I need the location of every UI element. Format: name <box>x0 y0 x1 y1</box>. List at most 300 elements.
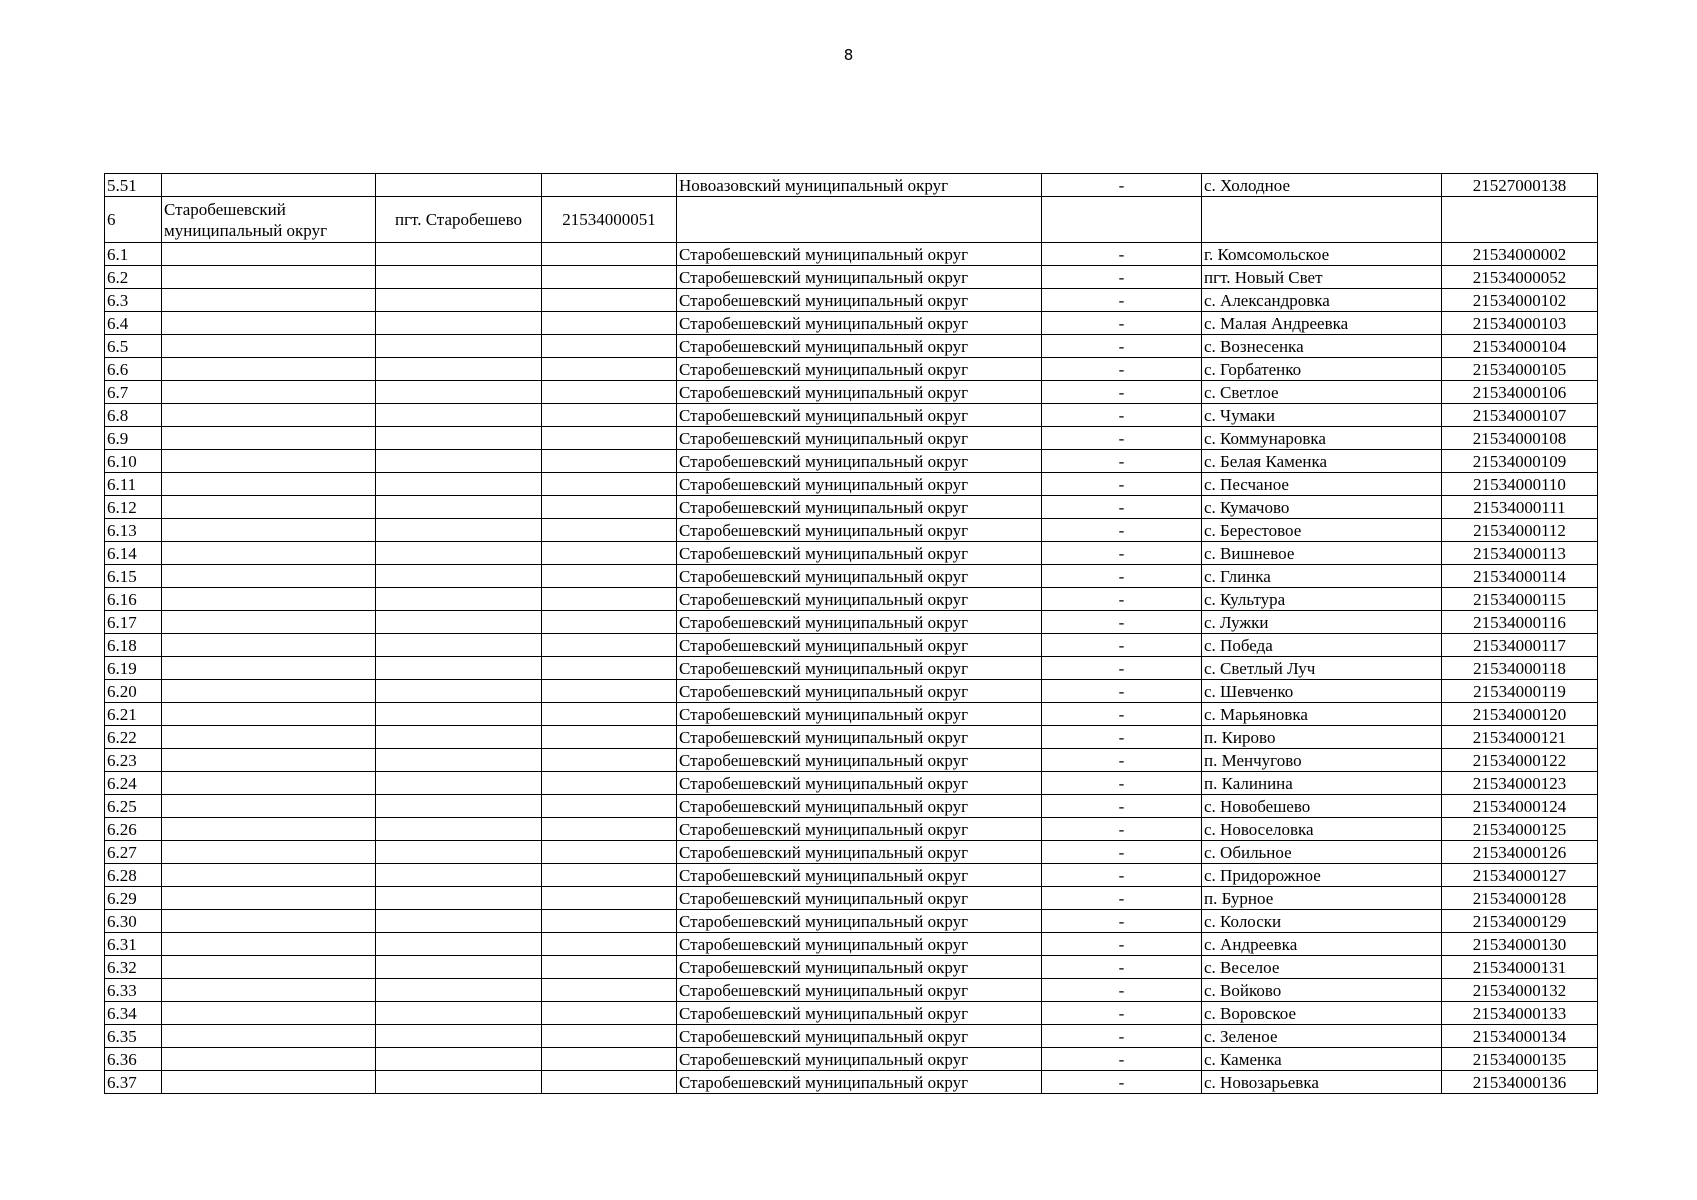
admin-center-cell <box>376 381 542 404</box>
district-name-cell <box>162 243 376 266</box>
municipal-okrug-cell: Старобешевский муниципальный округ <box>677 818 1042 841</box>
settlement-name-cell: с. Марьяновка <box>1202 703 1442 726</box>
settlement-code-cell: 21534000123 <box>1442 772 1598 795</box>
admin-center-cell <box>376 887 542 910</box>
settlement-code-cell: 21534000127 <box>1442 864 1598 887</box>
table-row <box>105 565 1598 588</box>
municipal-okrug-cell: Старобешевский муниципальный округ <box>677 404 1042 427</box>
admin-center-cell <box>376 427 542 450</box>
table-row <box>105 933 1598 956</box>
admin-center-cell <box>376 588 542 611</box>
admin-center-cell <box>376 496 542 519</box>
row-number-cell: 6.5 <box>105 335 162 358</box>
settlement-code-cell: 21534000131 <box>1442 956 1598 979</box>
settlement-name-cell: с. Песчаное <box>1202 473 1442 496</box>
municipal-okrug-cell: Старобешевский муниципальный округ <box>677 1025 1042 1048</box>
row-number-cell: 6.20 <box>105 680 162 703</box>
dash-cell: - <box>1042 956 1202 979</box>
dash-cell: - <box>1042 795 1202 818</box>
admin-center-cell <box>376 1002 542 1025</box>
admin-center-cell <box>376 312 542 335</box>
dash-cell: - <box>1042 1025 1202 1048</box>
table-row <box>105 1025 1598 1048</box>
table-row <box>105 887 1598 910</box>
admin-center-code-cell <box>542 680 677 703</box>
admin-center-code-cell <box>542 542 677 565</box>
admin-center-cell <box>376 611 542 634</box>
district-name-cell <box>162 772 376 795</box>
municipal-okrug-cell: Старобешевский муниципальный округ <box>677 266 1042 289</box>
admin-center-code-cell <box>542 404 677 427</box>
row-number-cell: 6.32 <box>105 956 162 979</box>
district-name-cell <box>162 1048 376 1071</box>
dash-cell: - <box>1042 772 1202 795</box>
settlement-code-cell: 21534000116 <box>1442 611 1598 634</box>
dash-cell: - <box>1042 450 1202 473</box>
row-number-cell: 6.17 <box>105 611 162 634</box>
settlement-name-cell: с. Зеленое <box>1202 1025 1442 1048</box>
row-number-cell: 6.12 <box>105 496 162 519</box>
dash-cell: - <box>1042 174 1202 197</box>
municipal-okrug-cell: Старобешевский муниципальный округ <box>677 795 1042 818</box>
municipal-okrug-cell: Старобешевский муниципальный округ <box>677 933 1042 956</box>
municipal-okrug-cell: Старобешевский муниципальный округ <box>677 841 1042 864</box>
row-number-cell: 6.26 <box>105 818 162 841</box>
admin-center-code-cell <box>542 358 677 381</box>
settlement-code-cell: 21534000115 <box>1442 588 1598 611</box>
dash-cell: - <box>1042 243 1202 266</box>
admin-center-code-cell <box>542 1071 677 1094</box>
table-row <box>105 450 1598 473</box>
admin-center-cell <box>376 933 542 956</box>
district-name-cell <box>162 1025 376 1048</box>
dash-cell: - <box>1042 887 1202 910</box>
table-row <box>105 496 1598 519</box>
admin-center-code-cell <box>542 1002 677 1025</box>
dash-cell: - <box>1042 404 1202 427</box>
municipal-okrug-cell: Старобешевский муниципальный округ <box>677 979 1042 1002</box>
admin-center-cell <box>376 979 542 1002</box>
district-name-cell <box>162 381 376 404</box>
admin-center-cell <box>376 335 542 358</box>
settlement-name-cell: с. Кумачово <box>1202 496 1442 519</box>
municipal-okrug-cell: Старобешевский муниципальный округ <box>677 657 1042 680</box>
row-number-cell: 6.1 <box>105 243 162 266</box>
dash-cell: - <box>1042 864 1202 887</box>
settlement-code-cell: 21534000114 <box>1442 565 1598 588</box>
district-name-cell <box>162 289 376 312</box>
admin-center-code-cell: 21534000051 <box>542 197 677 243</box>
district-name-cell <box>162 634 376 657</box>
admin-center-cell <box>376 565 542 588</box>
settlement-name-cell: с. Горбатенко <box>1202 358 1442 381</box>
admin-center-code-cell <box>542 243 677 266</box>
settlement-name-cell: с. Вознесенка <box>1202 335 1442 358</box>
municipal-okrug-cell: Старобешевский муниципальный округ <box>677 450 1042 473</box>
settlement-name-cell: с. Новобешево <box>1202 795 1442 818</box>
settlement-name-cell: п. Калинина <box>1202 772 1442 795</box>
municipal-okrug-cell: Старобешевский муниципальный округ <box>677 1002 1042 1025</box>
dash-cell: - <box>1042 335 1202 358</box>
municipal-okrug-cell: Старобешевский муниципальный округ <box>677 542 1042 565</box>
admin-center-code-cell <box>542 565 677 588</box>
admin-center-cell <box>376 358 542 381</box>
municipal-okrug-cell: Старобешевский муниципальный округ <box>677 496 1042 519</box>
municipal-okrug-cell: Старобешевский муниципальный округ <box>677 634 1042 657</box>
admin-center-cell <box>376 243 542 266</box>
row-number-cell: 6.7 <box>105 381 162 404</box>
municipal-okrug-cell: Старобешевский муниципальный округ <box>677 726 1042 749</box>
dash-cell: - <box>1042 611 1202 634</box>
settlement-code-cell: 21534000103 <box>1442 312 1598 335</box>
settlement-code-cell: 21534000113 <box>1442 542 1598 565</box>
table-row <box>105 841 1598 864</box>
district-name-cell <box>162 611 376 634</box>
settlement-name-cell: с. Вишневое <box>1202 542 1442 565</box>
settlement-name-cell: с. Новозарьевка <box>1202 1071 1442 1094</box>
settlement-code-cell: 21534000104 <box>1442 335 1598 358</box>
district-name-cell <box>162 588 376 611</box>
admin-center-code-cell <box>542 841 677 864</box>
admin-center-cell <box>376 542 542 565</box>
admin-center-code-cell <box>542 726 677 749</box>
settlement-code-cell: 21534000107 <box>1442 404 1598 427</box>
settlement-name-cell <box>1202 197 1442 243</box>
dash-cell: - <box>1042 933 1202 956</box>
settlement-name-cell: п. Кирово <box>1202 726 1442 749</box>
admin-center-code-cell <box>542 450 677 473</box>
admin-center-cell: пгт. Старобешево <box>376 197 542 243</box>
settlement-code-cell: 21534000133 <box>1442 1002 1598 1025</box>
table-row <box>105 634 1598 657</box>
admin-center-code-cell <box>542 473 677 496</box>
admin-center-code-cell <box>542 496 677 519</box>
settlement-code-cell: 21534000105 <box>1442 358 1598 381</box>
settlements-table <box>104 173 1598 1094</box>
row-number-cell: 6.31 <box>105 933 162 956</box>
settlement-name-cell: с. Колоски <box>1202 910 1442 933</box>
admin-center-code-cell <box>542 381 677 404</box>
admin-center-code-cell <box>542 657 677 680</box>
district-name-cell <box>162 496 376 519</box>
district-name-cell <box>162 266 376 289</box>
table-row <box>105 703 1598 726</box>
admin-center-code-cell <box>542 864 677 887</box>
district-name-cell <box>162 864 376 887</box>
municipal-okrug-cell: Старобешевский муниципальный округ <box>677 427 1042 450</box>
settlement-code-cell: 21534000128 <box>1442 887 1598 910</box>
admin-center-cell <box>376 818 542 841</box>
row-number-cell: 6.29 <box>105 887 162 910</box>
table-row <box>105 519 1598 542</box>
admin-center-code-cell <box>542 611 677 634</box>
table-row <box>105 473 1598 496</box>
dash-cell: - <box>1042 841 1202 864</box>
municipal-okrug-cell: Новоазовский муниципальный округ <box>677 174 1042 197</box>
admin-center-code-cell <box>542 312 677 335</box>
row-number-cell: 6.21 <box>105 703 162 726</box>
table-row <box>105 1002 1598 1025</box>
table-row <box>105 335 1598 358</box>
table-row <box>105 864 1598 887</box>
admin-center-cell <box>376 1048 542 1071</box>
row-number-cell: 6.25 <box>105 795 162 818</box>
dash-cell: - <box>1042 427 1202 450</box>
settlement-code-cell: 21534000132 <box>1442 979 1598 1002</box>
admin-center-code-cell <box>542 1025 677 1048</box>
admin-center-code-cell <box>542 588 677 611</box>
table-row <box>105 427 1598 450</box>
admin-center-cell <box>376 657 542 680</box>
settlement-code-cell: 21534000121 <box>1442 726 1598 749</box>
row-number-cell: 6.18 <box>105 634 162 657</box>
admin-center-code-cell <box>542 266 677 289</box>
settlement-code-cell: 21534000109 <box>1442 450 1598 473</box>
district-name-cell <box>162 910 376 933</box>
dash-cell: - <box>1042 703 1202 726</box>
dash-cell: - <box>1042 473 1202 496</box>
dash-cell: - <box>1042 657 1202 680</box>
settlement-code-cell: 21534000102 <box>1442 289 1598 312</box>
admin-center-code-cell <box>542 772 677 795</box>
settlement-code-cell: 21534000125 <box>1442 818 1598 841</box>
municipal-okrug-cell: Старобешевский муниципальный округ <box>677 864 1042 887</box>
district-name-cell <box>162 795 376 818</box>
admin-center-code-cell <box>542 818 677 841</box>
table-row <box>105 749 1598 772</box>
settlement-name-cell: с. Холодное <box>1202 174 1442 197</box>
settlement-name-cell: с. Воровское <box>1202 1002 1442 1025</box>
table-row <box>105 680 1598 703</box>
settlement-code-cell: 21534000119 <box>1442 680 1598 703</box>
table-row <box>105 542 1598 565</box>
settlement-name-cell: с. Коммунаровка <box>1202 427 1442 450</box>
settlement-name-cell: с. Каменка <box>1202 1048 1442 1071</box>
row-number-cell: 6.14 <box>105 542 162 565</box>
page-number: 8 <box>843 46 854 64</box>
admin-center-code-cell <box>542 749 677 772</box>
table-row <box>105 174 1598 197</box>
dash-cell: - <box>1042 634 1202 657</box>
settlement-name-cell: г. Комсомольское <box>1202 243 1442 266</box>
settlement-name-cell: с. Придорожное <box>1202 864 1442 887</box>
settlement-name-cell: с. Шевченко <box>1202 680 1442 703</box>
dash-cell: - <box>1042 726 1202 749</box>
district-name-cell <box>162 427 376 450</box>
dash-cell: - <box>1042 1002 1202 1025</box>
dash-cell: - <box>1042 358 1202 381</box>
table-row <box>105 910 1598 933</box>
settlement-code-cell: 21534000120 <box>1442 703 1598 726</box>
row-number-cell: 6.37 <box>105 1071 162 1094</box>
settlement-code-cell: 21534000124 <box>1442 795 1598 818</box>
municipal-okrug-cell: Старобешевский муниципальный округ <box>677 473 1042 496</box>
settlement-code-cell: 21534000129 <box>1442 910 1598 933</box>
admin-center-code-cell <box>542 634 677 657</box>
dash-cell: - <box>1042 910 1202 933</box>
admin-center-code-cell <box>542 289 677 312</box>
admin-center-cell <box>376 266 542 289</box>
admin-center-cell <box>376 956 542 979</box>
settlement-code-cell: 21534000108 <box>1442 427 1598 450</box>
admin-center-code-cell <box>542 910 677 933</box>
dash-cell: - <box>1042 749 1202 772</box>
row-number-cell: 6 <box>105 197 162 243</box>
row-number-cell: 6.24 <box>105 772 162 795</box>
district-name-cell <box>162 335 376 358</box>
municipal-okrug-cell: Старобешевский муниципальный округ <box>677 956 1042 979</box>
municipal-okrug-cell: Старобешевский муниципальный округ <box>677 358 1042 381</box>
dash-cell: - <box>1042 266 1202 289</box>
settlement-code-cell: 21534000136 <box>1442 1071 1598 1094</box>
table-row <box>105 358 1598 381</box>
admin-center-cell <box>376 795 542 818</box>
row-number-cell: 6.30 <box>105 910 162 933</box>
settlement-code-cell: 21534000110 <box>1442 473 1598 496</box>
settlement-code-cell: 21534000117 <box>1442 634 1598 657</box>
district-name-cell <box>162 565 376 588</box>
settlement-code-cell: 21534000135 <box>1442 1048 1598 1071</box>
dash-cell <box>1042 197 1202 243</box>
row-number-cell: 6.23 <box>105 749 162 772</box>
dash-cell: - <box>1042 519 1202 542</box>
admin-center-code-cell <box>542 933 677 956</box>
table-row <box>105 956 1598 979</box>
admin-center-cell <box>376 1025 542 1048</box>
row-number-cell: 6.33 <box>105 979 162 1002</box>
table-row <box>105 1048 1598 1071</box>
settlement-name-cell: с. Новоселовка <box>1202 818 1442 841</box>
settlement-code-cell: 21534000111 <box>1442 496 1598 519</box>
district-name-cell <box>162 703 376 726</box>
row-number-cell: 6.10 <box>105 450 162 473</box>
dash-cell: - <box>1042 588 1202 611</box>
municipal-okrug-cell: Старобешевский муниципальный округ <box>677 381 1042 404</box>
settlement-name-cell: с. Войково <box>1202 979 1442 1002</box>
municipal-okrug-cell: Старобешевский муниципальный округ <box>677 611 1042 634</box>
dash-cell: - <box>1042 381 1202 404</box>
district-name-cell <box>162 473 376 496</box>
municipal-okrug-cell: Старобешевский муниципальный округ <box>677 749 1042 772</box>
district-name-cell <box>162 174 376 197</box>
row-number-cell: 6.34 <box>105 1002 162 1025</box>
row-number-cell: 6.36 <box>105 1048 162 1071</box>
district-name-cell <box>162 312 376 335</box>
table-row <box>105 243 1598 266</box>
admin-center-code-cell <box>542 427 677 450</box>
settlement-name-cell: с. Светлое <box>1202 381 1442 404</box>
row-number-cell: 6.8 <box>105 404 162 427</box>
municipal-okrug-cell: Старобешевский муниципальный округ <box>677 335 1042 358</box>
municipal-okrug-cell: Старобешевский муниципальный округ <box>677 1048 1042 1071</box>
row-number-cell: 6.15 <box>105 565 162 588</box>
district-name-cell <box>162 1071 376 1094</box>
admin-center-cell <box>376 864 542 887</box>
municipal-okrug-cell: Старобешевский муниципальный округ <box>677 772 1042 795</box>
admin-center-code-cell <box>542 519 677 542</box>
district-name-cell <box>162 450 376 473</box>
admin-center-cell <box>376 473 542 496</box>
district-name-cell <box>162 404 376 427</box>
municipal-okrug-cell: Старобешевский муниципальный округ <box>677 910 1042 933</box>
admin-center-cell <box>376 703 542 726</box>
table-row <box>105 726 1598 749</box>
table-row <box>105 266 1598 289</box>
dash-cell: - <box>1042 1071 1202 1094</box>
table-row <box>105 404 1598 427</box>
admin-center-code-cell <box>542 1048 677 1071</box>
district-name-cell <box>162 542 376 565</box>
settlement-code-cell <box>1442 197 1598 243</box>
row-number-cell: 6.3 <box>105 289 162 312</box>
dash-cell: - <box>1042 680 1202 703</box>
row-number-cell: 6.35 <box>105 1025 162 1048</box>
settlement-name-cell: с. Малая Андреевка <box>1202 312 1442 335</box>
district-name-cell <box>162 933 376 956</box>
table-row <box>105 1071 1598 1094</box>
dash-cell: - <box>1042 542 1202 565</box>
row-number-cell: 6.16 <box>105 588 162 611</box>
admin-center-cell <box>376 404 542 427</box>
row-number-cell: 6.19 <box>105 657 162 680</box>
table-row <box>105 772 1598 795</box>
settlement-code-cell: 21534000002 <box>1442 243 1598 266</box>
settlement-name-cell: п. Менчугово <box>1202 749 1442 772</box>
settlement-name-cell: п. Бурное <box>1202 887 1442 910</box>
admin-center-cell <box>376 174 542 197</box>
table-row <box>105 588 1598 611</box>
municipal-okrug-cell: Старобешевский муниципальный округ <box>677 588 1042 611</box>
municipal-okrug-cell: Старобешевский муниципальный округ <box>677 1071 1042 1094</box>
district-name-cell <box>162 956 376 979</box>
admin-center-cell <box>376 841 542 864</box>
settlement-name-cell: с. Веселое <box>1202 956 1442 979</box>
municipal-okrug-cell: Старобешевский муниципальный округ <box>677 680 1042 703</box>
settlement-name-cell: с. Светлый Луч <box>1202 657 1442 680</box>
municipal-okrug-cell: Старобешевский муниципальный округ <box>677 703 1042 726</box>
district-name-cell: Старобешевский муниципальный округ <box>162 197 376 243</box>
admin-center-cell <box>376 634 542 657</box>
dash-cell: - <box>1042 1048 1202 1071</box>
row-number-cell: 6.2 <box>105 266 162 289</box>
settlement-code-cell: 21534000118 <box>1442 657 1598 680</box>
admin-center-cell <box>376 910 542 933</box>
row-number-cell: 6.4 <box>105 312 162 335</box>
row-number-cell: 6.6 <box>105 358 162 381</box>
district-name-cell <box>162 749 376 772</box>
row-number-cell: 6.9 <box>105 427 162 450</box>
admin-center-code-cell <box>542 979 677 1002</box>
row-number-cell: 6.22 <box>105 726 162 749</box>
row-number-cell: 6.27 <box>105 841 162 864</box>
row-number-cell: 6.13 <box>105 519 162 542</box>
settlement-code-cell: 21527000138 <box>1442 174 1598 197</box>
municipal-okrug-cell: Старобешевский муниципальный округ <box>677 243 1042 266</box>
district-name-cell <box>162 657 376 680</box>
table-row <box>105 381 1598 404</box>
municipal-okrug-cell: Старобешевский муниципальный округ <box>677 565 1042 588</box>
admin-center-cell <box>376 1071 542 1094</box>
settlement-name-cell: с. Берестовое <box>1202 519 1442 542</box>
table-row <box>105 818 1598 841</box>
settlement-name-cell: с. Андреевка <box>1202 933 1442 956</box>
dash-cell: - <box>1042 312 1202 335</box>
dash-cell: - <box>1042 289 1202 312</box>
table-row <box>105 611 1598 634</box>
settlement-code-cell: 21534000126 <box>1442 841 1598 864</box>
district-name-cell <box>162 887 376 910</box>
table-row <box>105 289 1598 312</box>
